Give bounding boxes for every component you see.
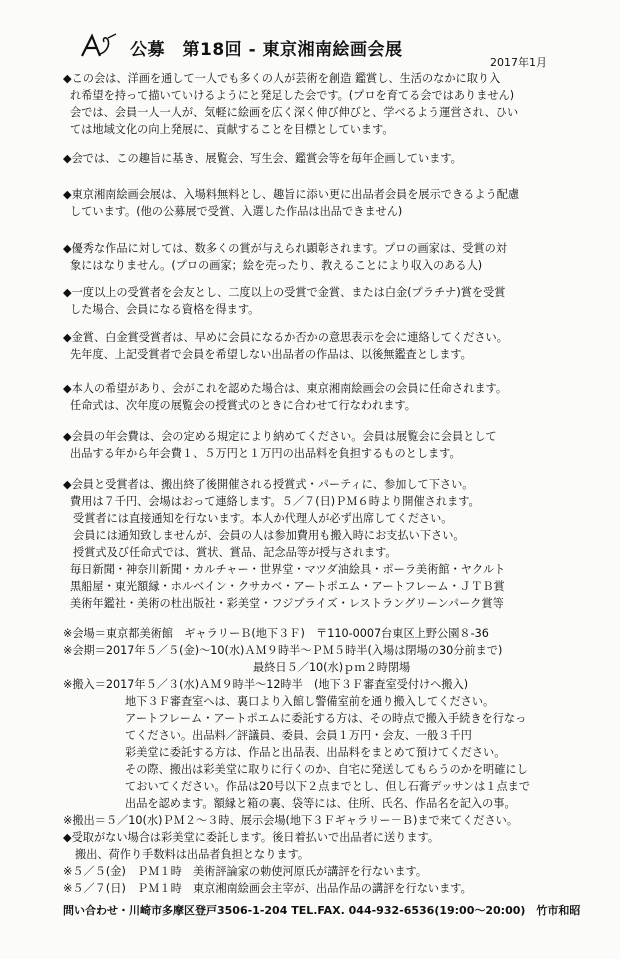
section-award-winners [63,329,583,363]
text-line: 象にはなりません。(プロの画家；絵を売ったり、教えることにより収入のある人) [70,259,483,272]
text-line: ◆この会は、洋画を通して一人でも多くの人が芸術を創造 鑑賞し、生活のなかに取り入 [63,72,501,85]
text-line: 任命式は、次年度の展覧会の授賞式のときに合わせて行なわれます。 [70,399,416,412]
venue-line: ※会場＝東京都美術館 ギャラリーＢ(地下３Ｆ) 〒110-0007台東区上野公園８-36 [63,627,489,640]
text-line: ◆会では、この趣旨に基き、展覧会、写生会、鑑賞会等を毎年企画しています。 [63,152,462,165]
text-line: ◆受取がない場合は彩美堂に委託します。後日着払いで出品者に送ります。 [63,831,440,844]
text-line: 彩美堂に委託する方は、作品と出品表、出品料をまとめて預けてください。 [125,746,506,759]
text-line: ◆会員と受賞者は、搬出終了後開催される授賞式・パーティに、参加して下さい。 [63,478,474,491]
text-line: 会では、会員一人一人が、気軽に絵画を広く深く伸び伸びと、学べるよう運営され、ひい [70,106,519,119]
critique-line: ※５／５(金) ＰＭ１時 美術評論家の勅使河原氏が講評を行ないます。 [63,865,428,878]
palette-logo-icon [78,32,118,60]
text-line: 会員には通知致しませんが、会員の人は参加費用も搬入時にお支払い下さい。 [73,529,465,542]
section-about [63,70,583,138]
text-line: 受賞者には直接通知を行ないます。本人か代理人が必ず出席してください。 [73,512,453,525]
delivery-line: ※搬入＝2017年５／３(水)ＡＭ９時半～12時半 (地下３Ｆ審査室受付けへ搬入) [63,678,469,691]
text-line: ◆東京湘南絵画会展は、入場料無料とし、趣旨に添い更に出品者会員を展示できるよう配慮 [63,188,520,201]
text-line: 費用は７千円、会場はおって連絡します。５／７(日)ＰＭ６時より開催されます。 [70,495,480,508]
section-exhibition-policy [63,186,583,220]
text-line: てください。出品料／評議員、委員、会員１万円・会友、一般３千円 [125,729,472,742]
text-line: 先年度、上記受賞者で会員を希望しない出品者の作品は、以後無鑑査とします。 [70,348,472,361]
section-annual-fee [63,428,583,462]
text-line: 地下３Ｆ審査室へは、裏口より入館し警備室前を通り搬入してください。 [125,695,495,708]
text-line: 出品を認めます。額縁と箱の裏、袋等には、住所、氏名、作品名を記入の事。 [125,797,516,810]
sponsor-line: 美術年鑑社・美術の杜出版社・彩美堂・フジプライズ・レストラングリーンパーク賞等 [70,597,504,610]
text-line: ◆一度以上の受賞者を会友とし、二度以上の受賞で金賞、または白金(プラチナ)賞を受賞 [63,286,506,299]
sponsor-line: 毎日新聞・神奈川新聞・カルチャー・世界堂・マツダ油絵具・ポーラ美術館・ヤクルト [70,563,506,576]
text-line: しています。(他の公募展で受賞、入選した作品は出品できません) [70,205,403,218]
last-day-line: 最終日５／10(水)ｐｍ２時閉場 [253,661,411,674]
text-line: 搬出、荷作り手数料は出品者負担となります。 [75,848,310,861]
section-plans [63,150,583,167]
text-line: した場合、会員になる資格を得ます。 [70,303,260,316]
page-title: 公募 第18回 - 東京湘南絵画会展 [130,40,403,60]
text-line: 授賞式及び任命式では、賞状、賞品、記念品等が授与されます。 [73,546,397,559]
text-line: れ希望を持って描いていけるようにと発足した会です。(プロを育てる会ではありません) [70,89,515,102]
text-line: その際、搬出は彩美堂に取りに行くのか、自宅に発送してもらうのかを明確にし [125,763,528,776]
text-line: ◆本人の希望があり、会がこれを認めた場合は、東京湘南絵画会の会員に任命されます。 [63,382,508,395]
pickup-line: ※搬出＝５／10(水)ＰＭ２～３時、展示会場(地下３Ｆギャラリー－Ｂ)まで来てください。 [63,814,519,827]
issue-date: 2017年1月 [490,56,547,69]
text-line: ◆金賞、白金賞受賞者は、早めに会員になるか否かの意思表示を会に連絡してください。 [63,331,508,344]
text-line: 出品する年から年会費１、５万円と１万円の出品料を負担するものとします。 [70,447,461,460]
text-line: アートフレーム・アートポエムに委託する方は、その時点で搬入手続きを行なっ [125,712,527,725]
text-line: ◆優秀な作品に対しては、数多くの賞が与えられ顕彰されます。プロの画家は、受賞の対 [63,242,508,255]
contact-info: 問い合わせ・川崎市多摩区登戸3506-1-204 TEL.FAX. 044-932-6536(19:00～20:00) 竹市和昭 [63,904,581,917]
text-line: ては地域文化の向上発展に、貢献することを目標としています。 [70,123,394,136]
sponsor-line: 黒船屋・東光額縁・ホルベイン・クサカベ・アートポエム・アートフレーム・ＪＴＢ賞 [70,580,505,593]
critique-line: ※５／７(日) ＰＭ１時 東京湘南絵画会主宰が、出品作品の講評を行ないます。 [63,882,472,895]
section-membership-qualification [63,284,583,318]
text-line: ◆会員の年会費は、会の定める規定により納めてください。会員は展覧会に会員として [63,430,497,443]
section-ceremony [63,476,583,612]
period-line: ※会期＝2017年５／５(金)～10(水)ＡＭ９時半～ＰＭ５時半(入場は閉場の30分前まで) [63,644,503,657]
section-awards [63,240,583,274]
text-line: ておいてください。作品は20号以下２点までとし、但し石膏デッサンは１点まで [125,780,531,793]
section-appointment [63,380,583,414]
event-details [63,625,593,897]
